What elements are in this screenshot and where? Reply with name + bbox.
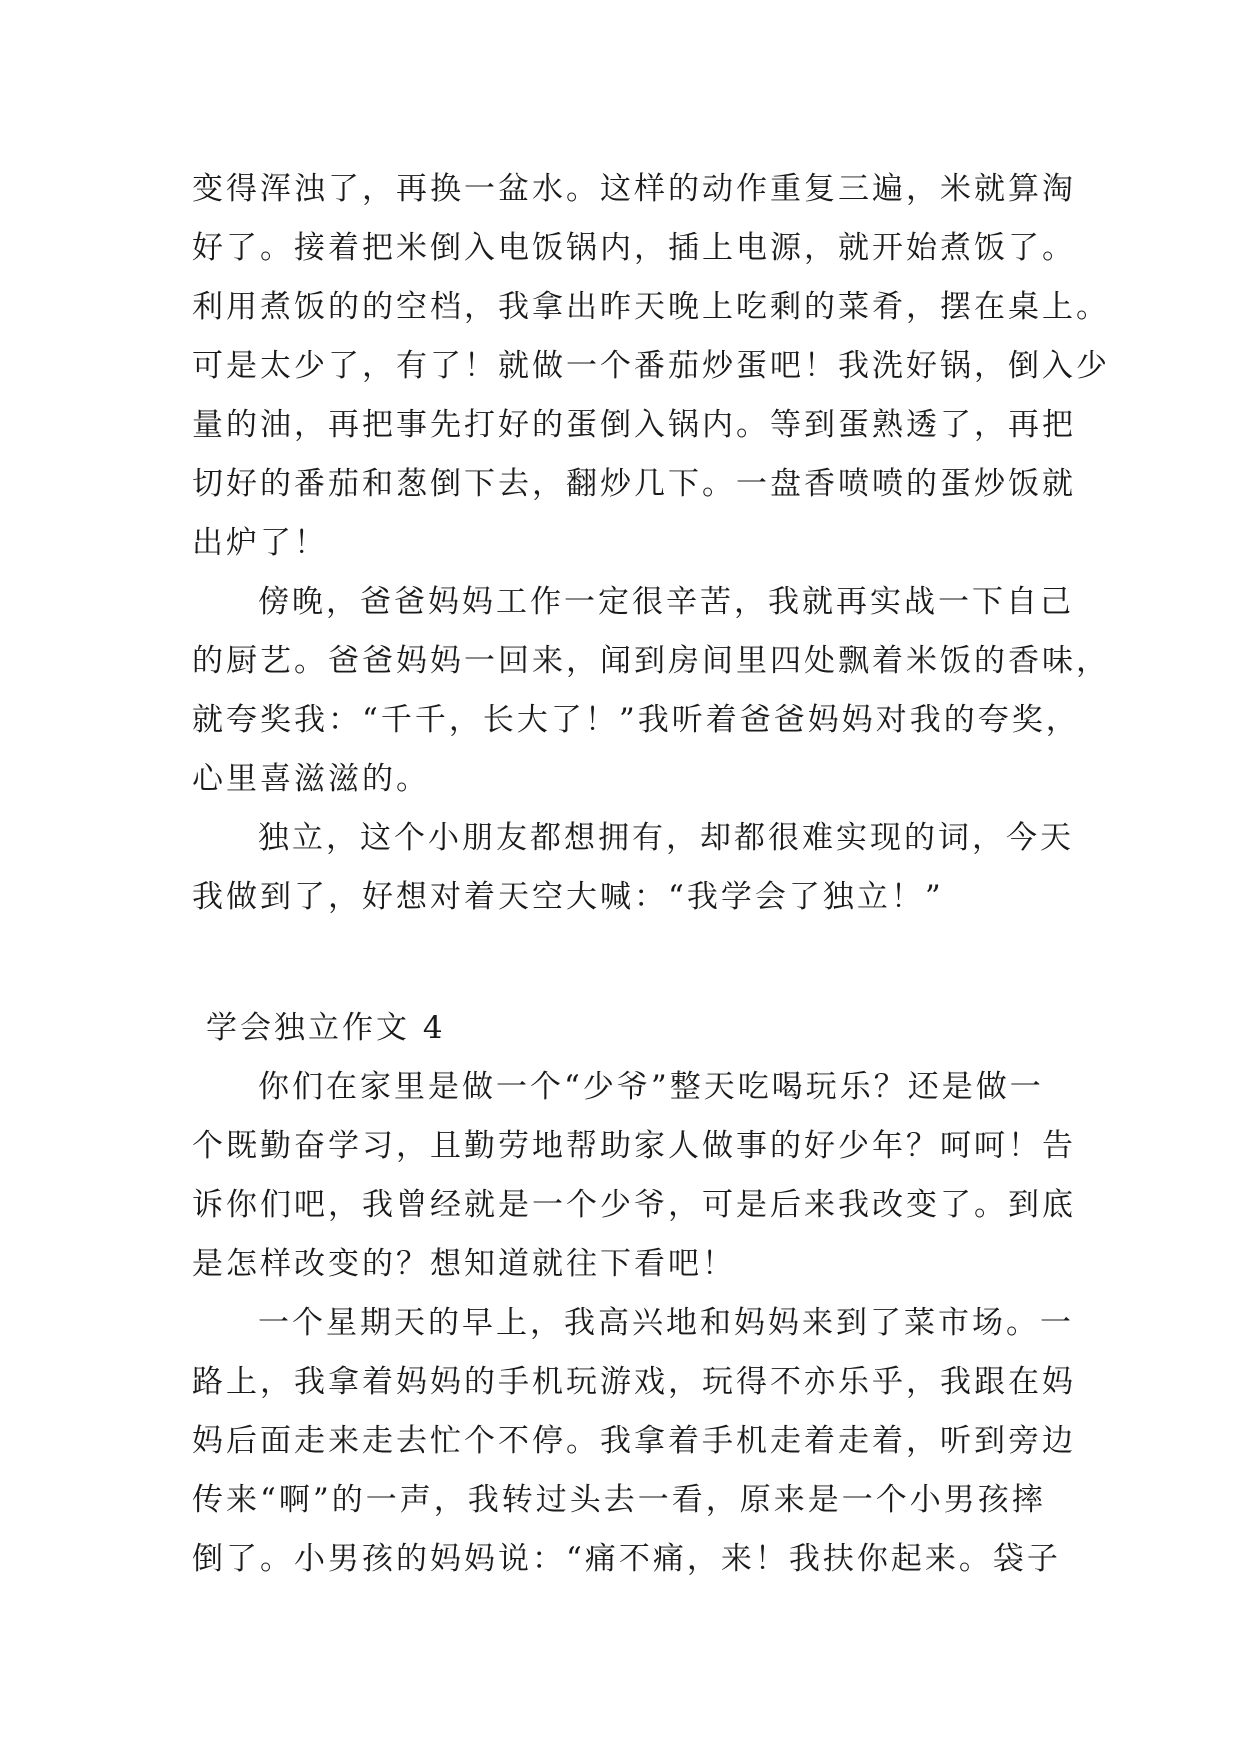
body-line: 我做到了，好想对着天空大喊：“我学会了独立！” xyxy=(192,879,944,915)
body-line: 个既勤奋学习，且勤劳地帮助家人做事的好少年？呵呵！告 xyxy=(192,1128,1076,1164)
body-line: 出炉了！ xyxy=(192,525,328,561)
document-body xyxy=(192,160,1110,1589)
body-line: 变得浑浊了，再换一盆水。这样的动作重复三遍，米就算淘 xyxy=(192,171,1076,207)
body-line: 利用煮饭的的空档，我拿出昨天晚上吃剩的菜肴，摆在桌上。 xyxy=(192,289,1110,325)
paragraph-first-line: 一个星期天的早上，我高兴地和妈妈来到了菜市场。一 xyxy=(258,1305,1074,1341)
body-line: 倒了。小男孩的妈妈说：“痛不痛，来！我扶你起来。袋子 xyxy=(192,1541,1061,1577)
body-line: 心里喜滋滋的。 xyxy=(192,761,430,797)
body-line: 路上，我拿着妈妈的手机玩游戏，玩得不亦乐乎，我跟在妈 xyxy=(192,1364,1076,1400)
paragraph-first-line: 你们在家里是做一个“少爷”整天吃喝玩乐？还是做一 xyxy=(258,1069,1044,1105)
body-line: 传来“啊”的一声，我转过头去一看，原来是一个小男孩摔 xyxy=(192,1482,1046,1518)
body-line: 量的油，再把事先打好的蛋倒入锅内。等到蛋熟透了，再把 xyxy=(192,407,1076,443)
paragraph-first-line: 傍晚，爸爸妈妈工作一定很辛苦，我就再实战一下自己 xyxy=(258,584,1074,620)
body-line: 好了。接着把米倒入电饭锅内，插上电源，就开始煮饭了。 xyxy=(192,230,1076,266)
paragraph-first-line: 独立，这个小朋友都想拥有，却都很难实现的词，今天 xyxy=(258,820,1074,856)
body-line: 妈后面走来走去忙个不停。我拿着手机走着走着，听到旁边 xyxy=(192,1423,1076,1459)
body-line: 诉你们吧，我曾经就是一个少爷，可是后来我改变了。到底 xyxy=(192,1187,1076,1223)
body-line: 是怎样改变的？想知道就往下看吧！ xyxy=(192,1246,736,1282)
body-line: 切好的番茄和葱倒下去，翻炒几下。一盘香喷喷的蛋炒饭就 xyxy=(192,466,1076,502)
section-heading: 学会独立作文 4 xyxy=(206,1010,446,1046)
body-line: 就夸奖我：“千千，长大了！”我听着爸爸妈妈对我的夸奖， xyxy=(192,702,1080,738)
body-line: 的厨艺。爸爸妈妈一回来，闻到房间里四处飘着米饭的香味， xyxy=(192,643,1110,679)
body-line: 可是太少了，有了！就做一个番茄炒蛋吧！我洗好锅，倒入少 xyxy=(192,348,1110,384)
